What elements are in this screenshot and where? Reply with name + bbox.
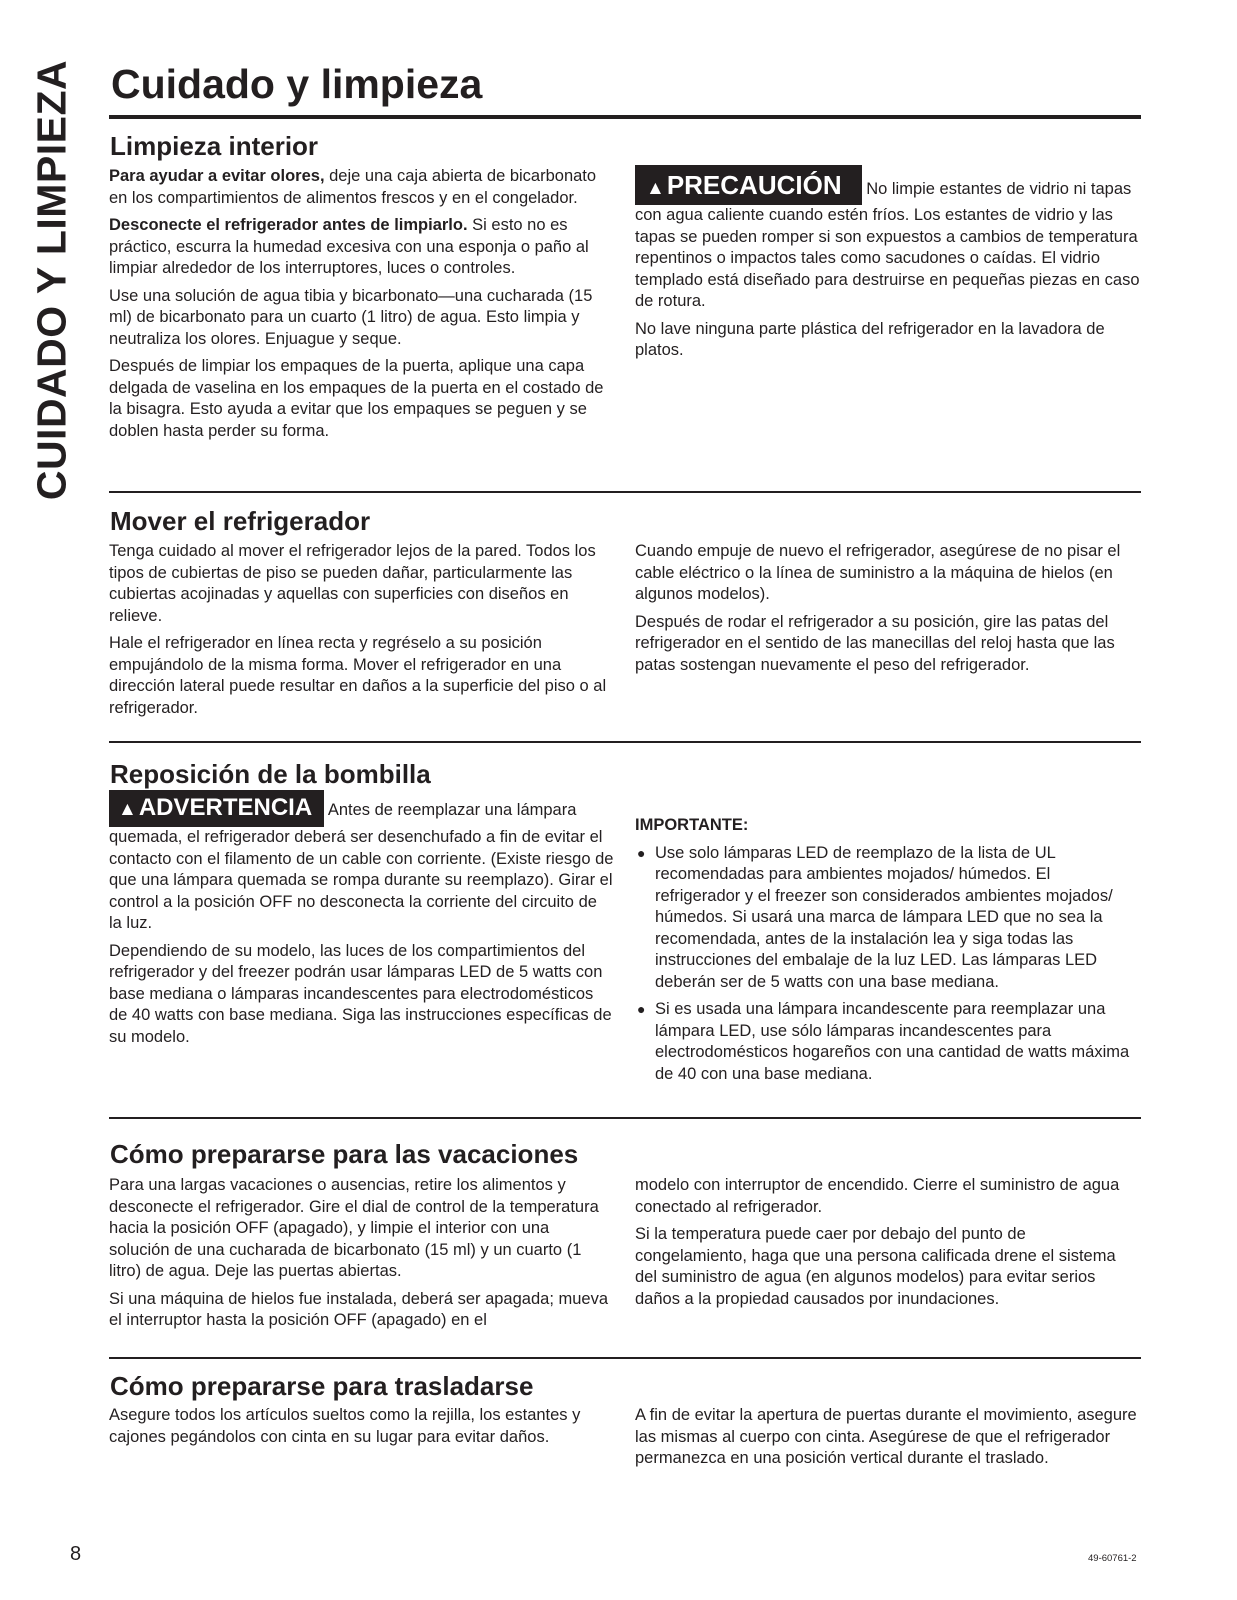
caution-text: No limpie estantes de vidrio ni tapas con agua caliente cuando estén fríos. Los estantes de vidrio y las tapas se pueden romper si son expuestos a cambios de temperatura repentinos o impactos tales como sacudones o caídas. El vidrio templado está diseñado para destruirse en pequeñas piezas en caso de rotura.	[635, 180, 1140, 310]
paragraph: Si la temperatura puede caer por debajo del punto de congelamiento, haga que una persona calificada drene el sistema del suministro de agua (en algunos modelos) para evitar serios daños a la propiedad causados por inundaciones.	[635, 1225, 1116, 1308]
section-title-bombilla: Reposición de la bombilla	[110, 759, 431, 789]
bold-lead: Desconecte el refrigerador antes de limpiarlo.	[109, 216, 468, 234]
bombilla-right-column	[635, 815, 1140, 1091]
paragraph: Cuando empuje de nuevo el refrigerador, asegúrese de no pisar el cable eléctrico o la línea de suministro a la máquina de hielos (en algunos modelos).	[635, 542, 1121, 603]
important-label: IMPORTANTE:	[635, 816, 749, 834]
limpieza-right-column	[635, 165, 1140, 368]
paragraph: Use una solución de agua tibia y bicarbonato—una cucharada (15 ml) de bicarbonato para un cuarto (1 litro) de agua. Esto limpia y neutraliza los olores. Enjuague y seque.	[109, 286, 593, 348]
paragraph: modelo con interruptor de encendido. Cierre el suministro de agua conectado al refrigerador.	[635, 1176, 1120, 1216]
paragraph	[109, 166, 614, 209]
warning-triangle-icon: ▲	[118, 799, 137, 820]
paragraph: Después de rodar el refrigerador a su posición, gire las patas del refrigerador en el sentido de las manecillas del reloj hasta que las patas sostengan nuevamente el peso del refrigerador.	[635, 612, 1115, 674]
title-divider	[109, 115, 1141, 119]
section-title-limpieza-interior: Limpieza interior	[110, 131, 319, 161]
paragraph: Asegure todos los artículos sueltos como la rejilla, los estantes y cajones pegándolos con cinta en su lugar para evitar daños.	[109, 1406, 581, 1446]
section-divider	[109, 1357, 1141, 1359]
paragraph: No lave ninguna parte plástica del refrigerador en la lavadora de platos.	[635, 319, 1105, 359]
mover-left-column	[109, 541, 614, 725]
paragraph-text: Si esto no es práctico, escurra la humedad excesiva con una esponja o paño al limpiar alrededor de los interruptores, luces o controles.	[109, 216, 589, 277]
trasladarse-left-column	[109, 1405, 614, 1454]
section-title-mover: Mover el refrigerador	[110, 506, 371, 536]
important-list	[635, 843, 1140, 1086]
paragraph: Después de limpiar los empaques de la puerta, aplique una capa delgada de vaselina en los empaques de la puerta en el costado de la bisagra. Esto ayuda a evitar que los empaques se peguen y se doblen hasta perder su forma.	[109, 357, 604, 440]
paragraph	[109, 215, 614, 280]
mover-right-column	[635, 541, 1140, 682]
warning-badge-label: ADVERTENCIA	[138, 794, 313, 821]
section-divider	[109, 491, 1141, 493]
paragraph-text: deje una caja abierta de bicarbonato en los compartimientos de alimentos frescos y en el congelador.	[109, 167, 597, 207]
warning-triangle-icon: ▲	[646, 178, 665, 199]
paragraph: Hale el refrigerador en línea recta y regréselo a su posición empujándolo de la misma forma. Mover el refrigerador en una dirección lateral puede resultar en daños a la superficie del piso o al refrigerador.	[109, 634, 607, 717]
page-title: Cuidado y limpieza	[111, 61, 483, 107]
list-item: ● Use solo lámparas LED de reemplazo de la lista de UL recomendadas para ambientes mojados/ húmedos. El refrigerador y el freezer son considerados ambientes mojados/ húmedos. Si usará una marca de lámpara LED que no sea la recomendada, antes de la instalación lea y siga todas las instrucciones del embalaje de la luz LED. Las lámparas LED deberán ser de 5 watts con una base mediana.	[635, 843, 1140, 994]
bold-lead: Para ayudar a evitar olores,	[109, 167, 325, 185]
warning-text: Antes de reemplazar una lámpara quemada, el refrigerador deberá ser desenchufado a fin de evitar el contacto con el filamento de un cable con corriente. (Existe riesgo de que una lámpara quemada se rompa durante su reemplazo). Girar el control a la posición OFF no desconecta la corriente del circuito de la luz.	[109, 801, 614, 932]
page-number: 8	[70, 1543, 82, 1565]
paragraph: Dependiendo de su modelo, las luces de los compartimientos del refrigerador y del freezer podrán usar lámparas LED de 5 watts con base mediana o lámparas incandescentes para electrodomésticos de 40 watts con base mediana. Siga las instrucciones específicas de su modelo.	[109, 941, 612, 1046]
section-divider	[109, 1117, 1141, 1119]
caution-badge-label: PRECAUCIÓN	[666, 170, 842, 200]
limpieza-left-column	[109, 166, 614, 448]
warning-paragraph	[109, 790, 614, 935]
list-item: ● Si es usada una lámpara incandescente para reemplazar una lámpara LED, use sólo lámparas incandescentes para electrodomésticos hogareños con una cantidad de watts máxima de 40 con una base mediana.	[635, 999, 1140, 1085]
caution-badge	[635, 165, 862, 205]
section-divider	[109, 741, 1141, 743]
side-tab	[22, 59, 82, 501]
vacaciones-right-column	[635, 1175, 1140, 1316]
paragraph: Tenga cuidado al mover el refrigerador lejos de la pared. Todos los tipos de cubiertas de piso se pueden dañar, particularmente las cubiertas acojinadas y aquellas con superficies con diseños en relieve.	[109, 542, 596, 625]
document-number: 49-60761-2	[1088, 1553, 1137, 1564]
trasladarse-right-column	[635, 1405, 1140, 1476]
side-tab-label: CUIDADO Y LIMPIEZA	[28, 59, 75, 501]
vacaciones-left-column	[109, 1175, 614, 1338]
bombilla-left-column	[109, 790, 614, 1054]
warning-badge	[109, 790, 324, 827]
section-title-vacaciones: Cómo prepararse para las vacaciones	[110, 1139, 579, 1169]
section-title-trasladarse: Cómo prepararse para trasladarse	[110, 1371, 534, 1401]
paragraph: Si una máquina de hielos fue instalada, deberá ser apagada; mueva el interruptor hasta la posición OFF (apagado) en el	[109, 1289, 609, 1329]
paragraph: A fin de evitar la apertura de puertas durante el movimiento, asegure las mismas al cuerpo con cinta. Asegúrese de que el refrigerador permanezca en una posición vertical durante el traslado.	[635, 1406, 1137, 1467]
paragraph: Para una largas vacaciones o ausencias, retire los alimentos y desconecte el refrigerador. Gire el dial de control de la temperatura hacia la posición OFF (apagado), y limpie el interior con una solución de una cucharada de bicarbonato (15 ml) y un cuarto (1 litro) de agua. Deje las puertas abiertas.	[109, 1176, 599, 1280]
caution-paragraph	[635, 165, 1140, 313]
